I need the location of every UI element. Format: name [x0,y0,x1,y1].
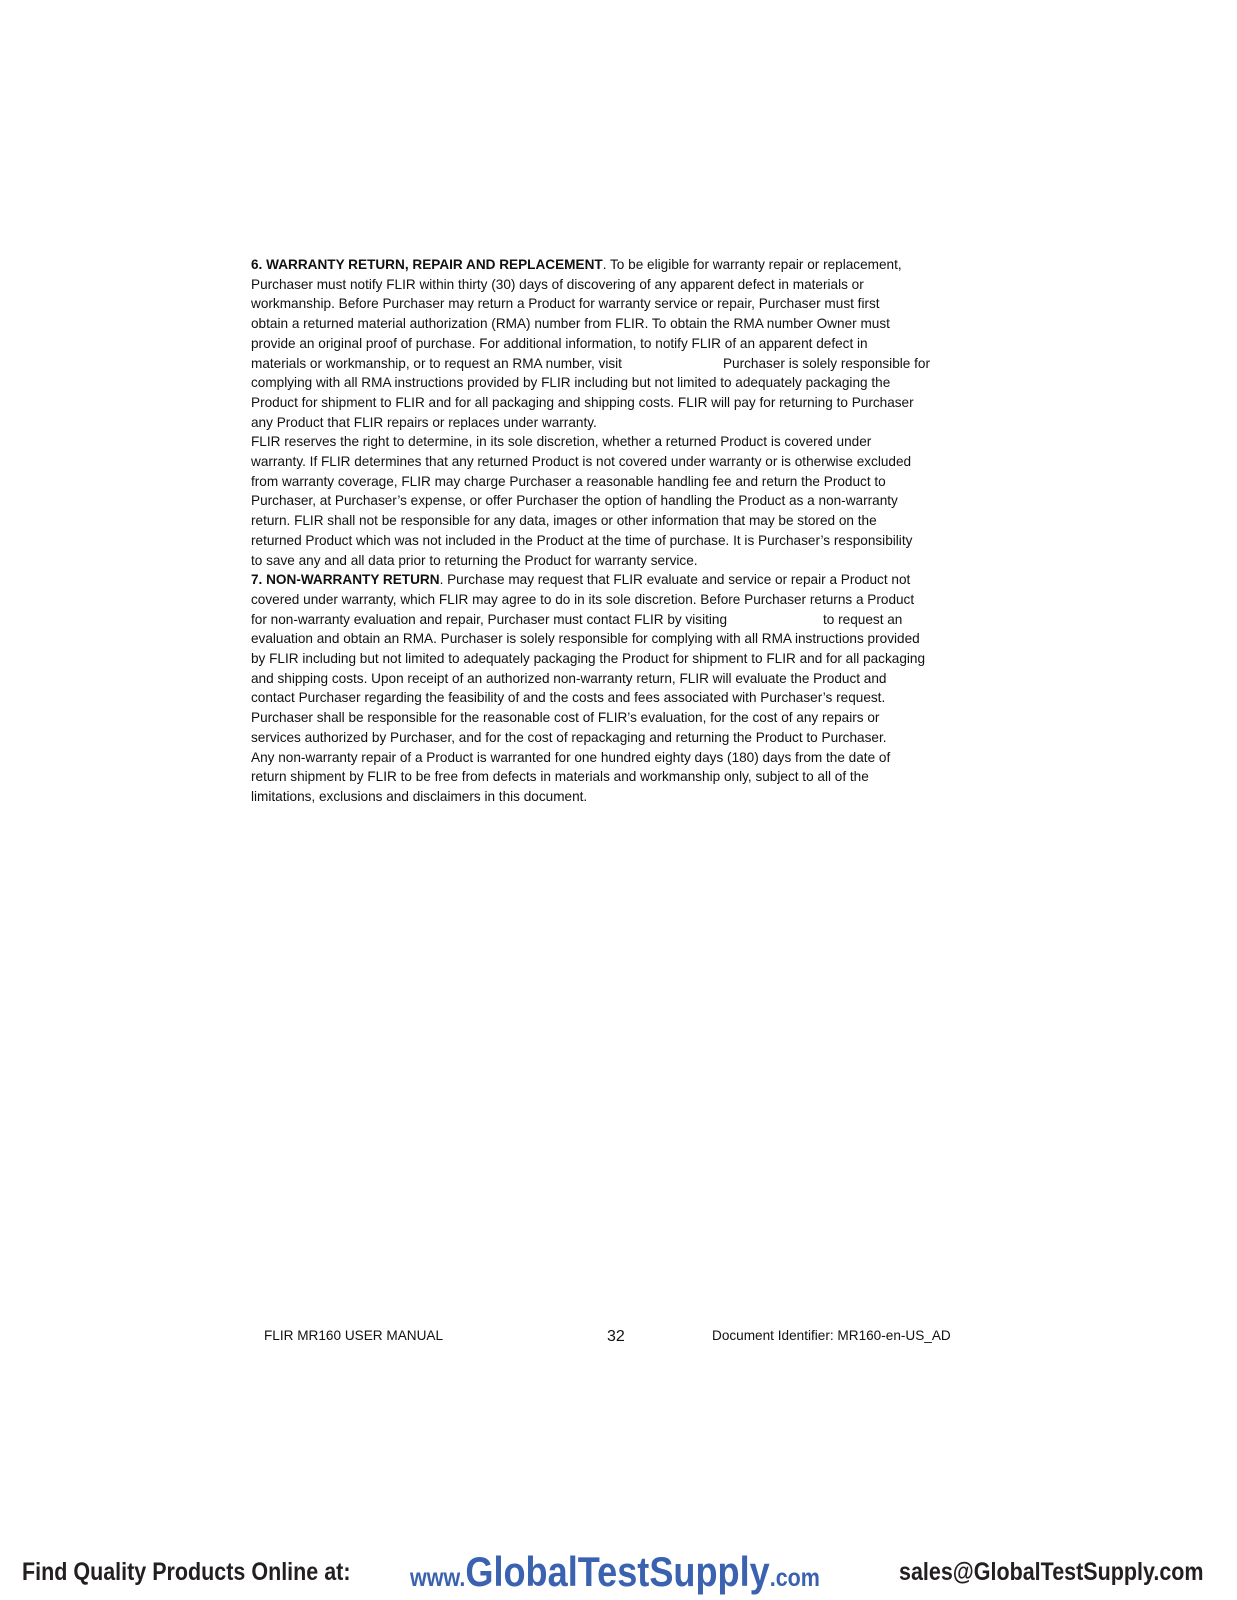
paragraph-line: workmanship. Before Purchaser may return a Product for warranty service or repair, Purchaser must first [251,296,880,312]
paragraph-line: return. FLIR shall not be responsible for any data, images or other information that may be stored on the [251,513,877,529]
section6-first-line [251,255,991,275]
footer-manual-title: FLIR MR160 USER MANUAL [264,1328,444,1343]
promo-banner [0,1548,1237,1600]
paragraph-line: return shipment by FLIR to be free from defects in materials and workmanship only, subject to all of the [251,769,869,785]
paragraph-line: and shipping costs. Upon receipt of an authorized non-warranty return, FLIR will evaluate the Product and [251,670,887,686]
paragraph-line: complying with all RMA instructions provided by FLIR including but not limited to adequately packaging the [251,375,891,391]
line-end: to request an [823,611,903,627]
paragraph-line [251,354,991,374]
banner-tld: .com [769,1564,820,1592]
paragraph-line: covered under warranty, which FLIR may agree to do in its sole discretion. Before Purchaser returns a Product [251,591,915,607]
banner-domain: GlobalTestSupply [465,1548,770,1595]
page-number: 32 [607,1328,625,1345]
banner-www: www. [410,1564,466,1592]
line-start: for non-warranty evaluation and repair, Purchaser must contact FLIR by visiting [251,611,728,627]
paragraph-line: returned Product which was not included in the Product at the time of purchase. It is Purchaser’s responsibility [251,532,913,548]
paragraph-line: Purchaser shall be responsible for the reasonable cost of FLIR’s evaluation, for the cost of any repairs or [251,710,880,726]
paragraph-line: evaluation and obtain an RMA. Purchaser is solely responsible for complying with all RMA instructions provided [251,631,920,647]
paragraph-line: . Purchase may request that FLIR evaluate and service or repair a Product not [439,572,911,588]
paragraph-line: services authorized by Purchaser, and for the cost of repackaging and returning the Product to Purchaser. [251,729,887,745]
paragraph-line: FLIR reserves the right to determine, in its sole discretion, whether a returned Product is covered under [251,434,872,450]
footer-doc-identifier: Document Identifier: MR160-en-US_AD [712,1328,951,1343]
line-end: Purchaser is solely responsible for [722,355,930,371]
paragraph-line: by FLIR including but not limited to adequately packaging the Product for shipment to FLIR and for all packaging [251,651,926,667]
paragraph-line: contact Purchaser regarding the feasibility of and the costs and fees associated with Purchaser’s request. [251,690,886,706]
paragraph-line: any Product that FLIR repairs or replaces under warranty. [251,414,597,430]
paragraph-line: warranty. If FLIR determines that any returned Product is not covered under warranty or is otherwise excluded [251,454,912,470]
warranty-text-block [251,255,991,807]
paragraph-line [251,610,991,630]
paragraph-line: Any non-warranty repair of a Product is warranted for one hundred eighty days (180) days from the date of [251,749,891,765]
paragraph-line: to save any and all data prior to returning the Product for warranty service. [251,552,698,568]
paragraph-line: provide an original proof of purchase. For additional information, to notify FLIR of an apparent defect in [251,335,868,351]
banner-website-link[interactable] [410,1548,820,1596]
section6-heading: 6. WARRANTY RETURN, REPAIR AND REPLACEMENT [251,257,603,272]
section7-first-line [251,570,991,590]
line-start: materials or workmanship, or to request an RMA number, visit [251,355,622,371]
banner-email-link[interactable]: sales@GlobalTestSupply.com [899,1558,1204,1586]
paragraph-line: . To be eligible for warranty repair or replacement, [602,257,902,272]
paragraph-line: Purchaser, at Purchaser’s expense, or offer Purchaser the option of handling the Product as a non-warranty [251,493,898,509]
paragraph-line: obtain a returned material authorization (RMA) number from FLIR. To obtain the RMA number Owner must [251,316,890,332]
section7-heading: 7. NON-WARRANTY RETURN [251,572,440,588]
paragraph-line: Purchaser must notify FLIR within thirty (30) days of discovering of any apparent defect in materials or [251,276,864,292]
paragraph-line: Product for shipment to FLIR and for all packaging and shipping costs. FLIR will pay for returning to Purchaser [251,394,914,410]
banner-tagline: Find Quality Products Online at: [22,1558,351,1586]
paragraph-line: limitations, exclusions and disclaimers in this document. [251,788,588,804]
paragraph-line: from warranty coverage, FLIR may charge Purchaser a reasonable handling fee and return the Product to [251,473,886,489]
